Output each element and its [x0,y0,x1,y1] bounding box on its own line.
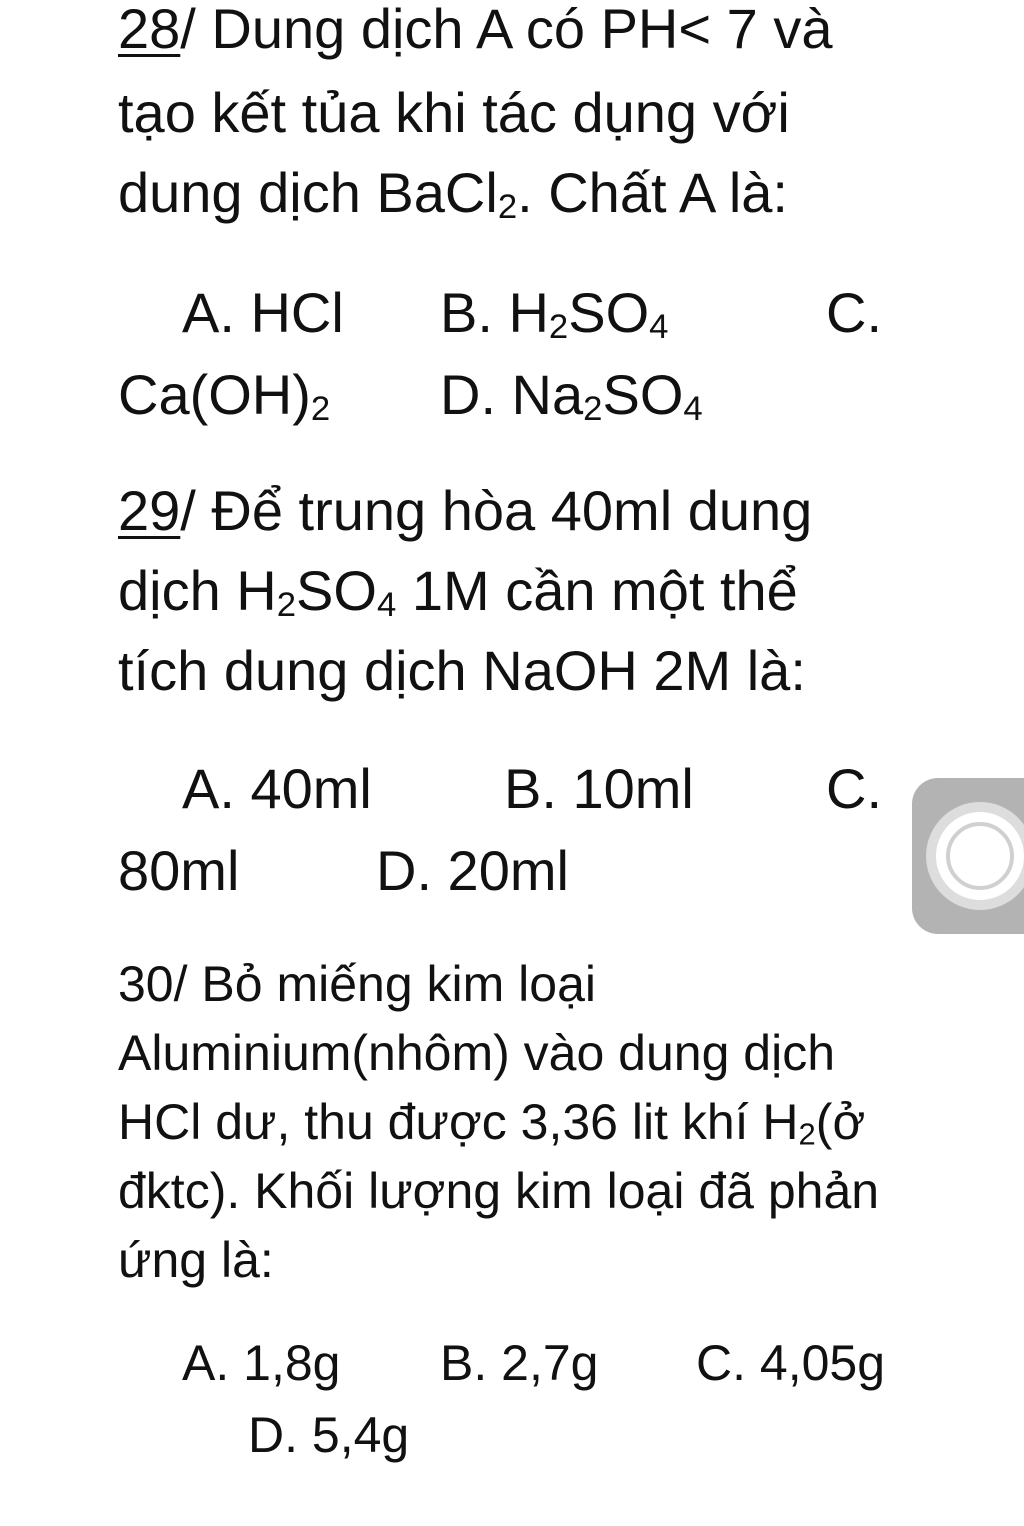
q29-option-c-label: C. [826,757,882,820]
q29-option-a: A. 40ml [182,757,372,820]
q29-line3: tích dung dịch NaOH 2M là: [118,639,806,702]
q28-line2: tạo kết tủa khi tác dụng với [118,81,790,144]
q28-option-a: A. HCl [182,281,344,344]
q28-option-c-value: Ca(OH)2 [118,363,331,429]
q29-line2: dịch H2SO4 1M cần một thể [118,559,798,625]
q30-option-a: A. 1,8g [182,1335,341,1391]
q28-option-d: D. Na2SO4 [440,363,703,429]
q28-number: 28 [118,0,181,60]
q30-line4: đktc). Khối lượng kim loại đã phản [118,1163,880,1219]
q28-line1: 28/ Dung dịch A có PH< 7 và [118,0,832,61]
q30-option-b: B. 2,7g [440,1335,599,1391]
q29-option-d: D. 20ml [376,839,569,902]
q30-option-c: C. 4,05g [696,1335,886,1391]
q30-line1: 30/ Bỏ miếng kim loại [118,956,597,1012]
q30-line2: Aluminium(nhôm) vào dung dịch [118,1025,836,1081]
q29-option-b: B. 10ml [504,757,694,820]
q29-number: 29 [118,479,181,542]
q30-line5: ứng là: [118,1232,274,1288]
q28-line3: dung dịch BaCl2. Chất A là: [118,161,788,227]
circle-icon [936,812,1024,900]
q28-option-c-label: C. [826,281,882,344]
q28-option-b: B. H2SO4 [440,281,669,347]
q30-line3: HCl dư, thu được 3,36 lit khí H2(ở [118,1094,866,1152]
floating-assistive-button[interactable] [912,778,1024,934]
q29-option-c-value: 80ml [118,839,240,902]
q29-line1: 29/ Để trung hòa 40ml dung [118,479,813,542]
q30-option-d: D. 5,4g [248,1407,410,1463]
